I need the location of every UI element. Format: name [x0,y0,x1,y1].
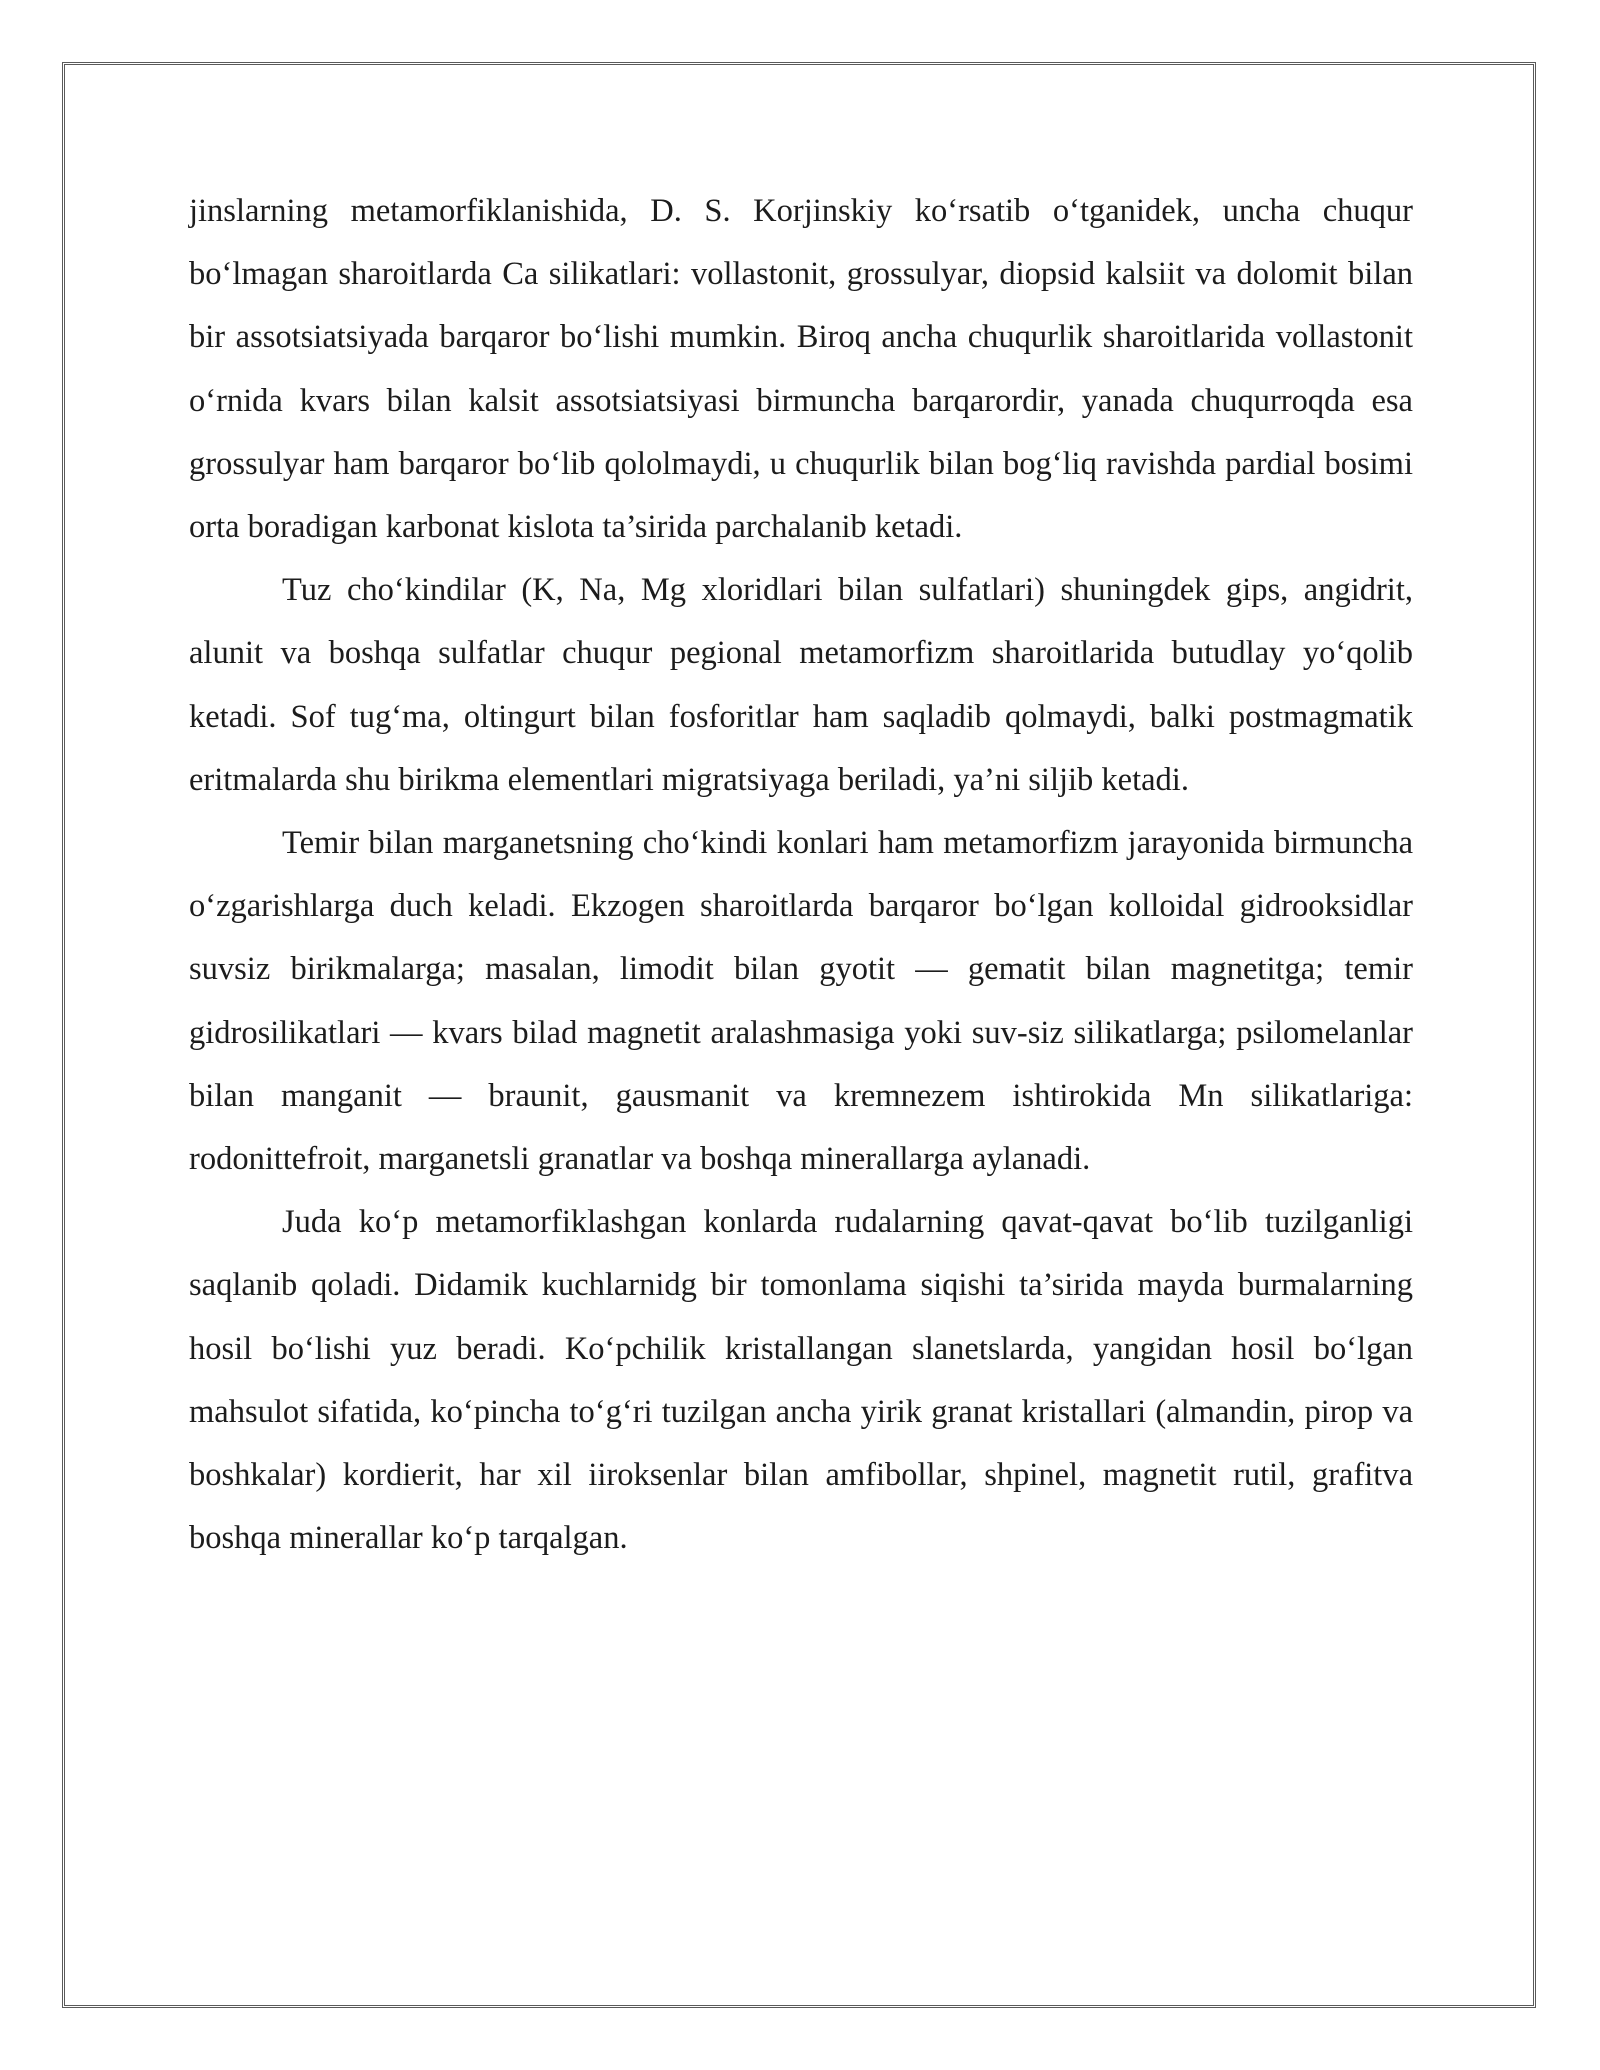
paragraph-3: Temir bilan marganetsning cho‘kindi konlari ham metamorfizm jarayonida birmuncha o‘zgarishlarga duch keladi. Ekzogen sharoitlarda barqaror bo‘lgan kolloidal gidrooksidlar suvsiz birikmalarga; masalan, limodit bilan gyotit — gematit bilan magnetitga; temir gidrosilikatlari — kvars bilad magnetit aralashmasiga yoki suv-siz silikatlarga; psilomelanlar bilan manganit — braunit, gausmanit va kremnezem ishtirokida Mn silikatlariga: rodonittefroit, marganetsli granatlar va boshqa minerallarga aylanadi. [189,825,1413,1178]
paragraph-2: Tuz cho‘kindilar (K, Na, Mg xloridlari bilan sulfatlari) shuningdek gips, angidrit, alunit va boshqa sulfatlar chuqur pegional metamorfizm sharoitlarida butudlay yo‘qolib ketadi. Sof tug‘ma, oltingurt bilan fosforitlar ham saqladib qolmaydi, balki postmagmatik eritmalarda shu birikma elementlari migratsiyaga beriladi, ya’ni siljib ketadi. [189,572,1413,798]
paragraph-4: Juda ko‘p metamorfiklashgan konlarda rudalarning qavat-qavat bo‘lib tuzilganligi saqlanib qoladi. Didamik kuchlarnidg bir tomonlama siqishi ta’sirida mayda burmalarning hosil bo‘lishi yuz beradi. Ko‘pchilik kristallangan slanetslarda, yangidan hosil bo‘lgan mahsulot sifatida, ko‘pincha to‘g‘ri tuzilgan ancha yirik granat kristallari (almandin, pirop va boshkalar) kordierit, har xil iiroksenlar bilan amfibollar, shpinel, magnetit rutil, grafitva boshqa minerallar ko‘p tarqalgan. [189,1204,1413,1557]
paragraph-1: jinslarning metamorfiklanishida, D. S. Korjinskiy ko‘rsatib o‘tganidek, uncha chuqur bo‘lmagan sharoitlarda Ca silikatlari: vollastonit, grossulyar, diopsid kalsiit va dolomit bilan bir assotsiatsiyada barqaror bo‘lishi mumkin. Biroq ancha chuqurlik sharoitlarida vollastonit o‘rnida kvars bilan kalsit assotsiatsiyasi birmuncha barqarordir, yanada chuqurroqda esa grossulyar ham barqaror bo‘lib qololmaydi, u chuqurlik bilan bog‘liq ravishda pardial bosimi orta boradigan karbonat kislota ta’sirida parchalanib ketadi. [189,193,1413,546]
document-body [189,180,1413,1570]
